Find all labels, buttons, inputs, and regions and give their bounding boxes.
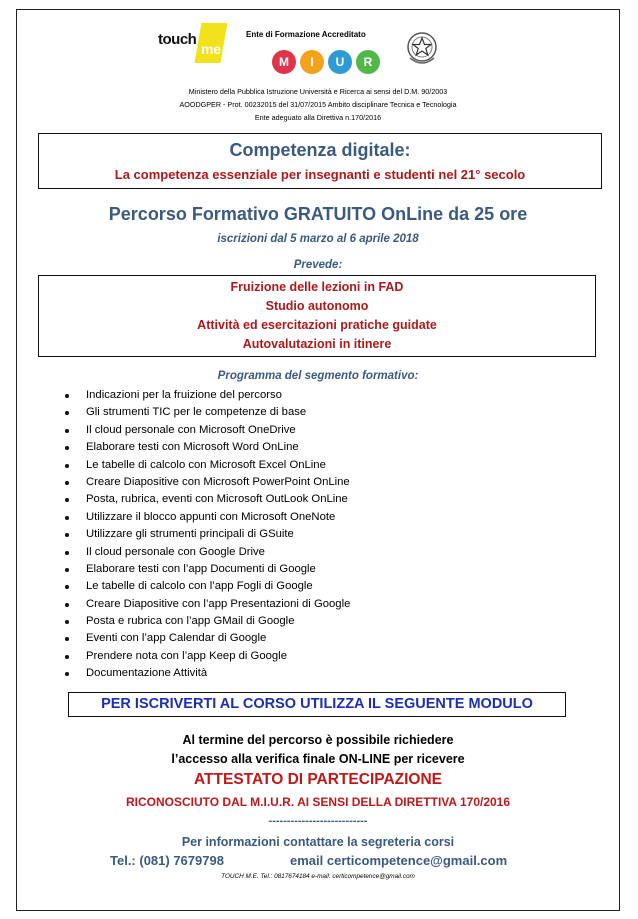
prevede-item: Studio autonomo <box>265 299 369 313</box>
termine-line-1: Al termine del percorso è possibile richiedere <box>182 733 454 747</box>
list-item-label: Creare Diapositive con Microsoft PowerPoint OnLine <box>86 475 350 488</box>
list-item <box>62 439 350 456</box>
bullet-icon <box>65 620 69 624</box>
bullet-icon <box>65 533 69 537</box>
programma-list <box>62 387 350 683</box>
bullet-icon <box>65 394 69 398</box>
bullet-icon <box>65 672 69 676</box>
ministry-line: Ministero della Pubblica Istruzione Università e Ricerca ai sensi del D.M. 90/2003 <box>188 87 448 96</box>
miur-letter-m: M <box>272 50 296 74</box>
list-item <box>62 648 350 665</box>
list-item <box>62 630 350 647</box>
direttiva-line: Ente adeguato alla Direttiva n.170/2016 <box>254 113 382 122</box>
list-item <box>62 665 350 682</box>
prevede-item: Attività ed esercitazioni pratiche guidate <box>197 318 437 332</box>
logo-touch-text: touch <box>158 31 197 48</box>
list-item-label: Creare Diapositive con l’app Presentazioni di Google <box>86 597 351 610</box>
prevede-item: Fruizione delle lezioni in FAD <box>230 280 404 294</box>
email-address[interactable]: email certicompetence@gmail.com <box>290 853 508 868</box>
list-item-label: Elaborare testi con l’app Documenti di Google <box>86 562 316 575</box>
list-item <box>62 596 350 613</box>
miur-letter-i: I <box>300 50 324 74</box>
bullet-icon <box>65 516 69 520</box>
list-item-label: Le tabelle di calcolo con l’app Fogli di Google <box>86 580 313 593</box>
list-item <box>62 561 350 578</box>
italian-emblem-icon <box>404 28 440 68</box>
list-item <box>62 404 350 421</box>
programma-label: Programma del segmento formativo: <box>217 370 419 382</box>
bullet-icon <box>65 411 69 415</box>
percorso-title: Percorso Formativo GRATUITO OnLine da 25 ore <box>108 204 528 224</box>
bullet-icon <box>65 568 69 572</box>
list-item-label: Elaborare testi con Microsoft Word OnLine <box>86 441 299 454</box>
bullet-icon <box>65 655 69 659</box>
list-item <box>62 387 350 404</box>
miur-letter-u: U <box>328 50 352 74</box>
list-item-label: Eventi con l’app Calendar di Google <box>86 632 267 645</box>
bullet-icon <box>65 603 69 607</box>
list-item-label: Posta e rubrica con l’app GMail di Google <box>86 615 295 628</box>
prevede-box <box>38 275 596 357</box>
bullet-icon <box>65 585 69 589</box>
bullet-icon <box>65 429 69 433</box>
list-item-label: Posta, rubrica, eventi con Microsoft OutLook OnLine <box>86 493 348 506</box>
logo-me-text: me <box>200 41 222 57</box>
list-item-label: Le tabelle di calcolo con Microsoft Excel OnLine <box>86 458 326 471</box>
prevede-item: Autovalutazioni in itinere <box>242 337 392 351</box>
separator-line: --------------------------- <box>268 815 368 827</box>
list-item <box>62 509 350 526</box>
list-item-label: Gli strumenti TIC per le competenze di base <box>86 406 307 419</box>
miur-logo <box>272 50 380 76</box>
bullet-icon <box>65 637 69 641</box>
bullet-icon <box>65 551 69 555</box>
list-item-label: Il cloud personale con Google Drive <box>86 545 265 558</box>
bullet-icon <box>65 481 69 485</box>
bullet-icon <box>65 464 69 468</box>
list-item-label: Il cloud personale con Microsoft OneDrive <box>86 423 296 436</box>
list-item <box>62 422 350 439</box>
list-item <box>62 578 350 595</box>
list-item <box>62 457 350 474</box>
miur-letter-r: R <box>356 50 380 74</box>
bullet-icon <box>65 498 69 502</box>
aoodgper-line: AOODGPER - Prot. 00232015 del 31/07/2015 Ambito disciplinare Tecnica e Tecnologia <box>179 100 457 109</box>
iscrizioni-dates: iscrizioni dal 5 marzo al 6 aprile 2018 <box>217 233 419 245</box>
competenza-box <box>38 133 602 189</box>
list-item-label: Prendere nota con l’app Keep di Google <box>86 649 287 662</box>
footer-contact: TOUCH M.E. Tel.: 0817674184 e-mail: certicompetence@gmail.com <box>221 873 415 880</box>
list-item <box>62 526 350 543</box>
list-item <box>62 474 350 491</box>
touch-me-logo-mark <box>194 23 227 63</box>
list-item <box>62 491 350 508</box>
attestato-title: ATTESTATO DI PARTECIPAZIONE <box>194 771 442 788</box>
phone-number: Tel.: (081) 7679798 <box>110 853 224 868</box>
signup-form-link[interactable]: PER ISCRIVERTI AL CORSO UTILIZZA IL SEGUENTE MODULO <box>68 692 566 717</box>
list-item-label: Utilizzare gli strumenti principali di GSuite <box>86 528 294 541</box>
list-item <box>62 544 350 561</box>
competenza-subtitle: La competenza essenziale per insegnanti e studenti nel 21° secolo <box>114 167 526 182</box>
list-item-label: Indicazioni per la fruizione del percorso <box>86 389 282 401</box>
riconosciuto-line: RICONOSCIUTO DAL M.I.U.R. AI SENSI DELLA DIRETTIVA 170/2016 <box>125 795 511 809</box>
list-item <box>62 613 350 630</box>
competenza-title: Competenza digitale: <box>229 140 411 160</box>
prevede-label: Prevede: <box>293 259 343 271</box>
bullet-icon <box>65 446 69 450</box>
list-item-label: Documentazione Attività <box>86 667 208 680</box>
touch-me-logo <box>158 17 224 67</box>
termine-line-2: l’accesso alla verifica finale ON-LINE per ricevere <box>171 752 465 766</box>
list-item-label: Utilizzare il blocco appunti con Microsoft OneNote <box>86 510 336 523</box>
ente-label: Ente di Formazione Accreditato <box>246 30 366 39</box>
info-line: Per informazioni contattare la segreteria corsi <box>181 835 455 849</box>
